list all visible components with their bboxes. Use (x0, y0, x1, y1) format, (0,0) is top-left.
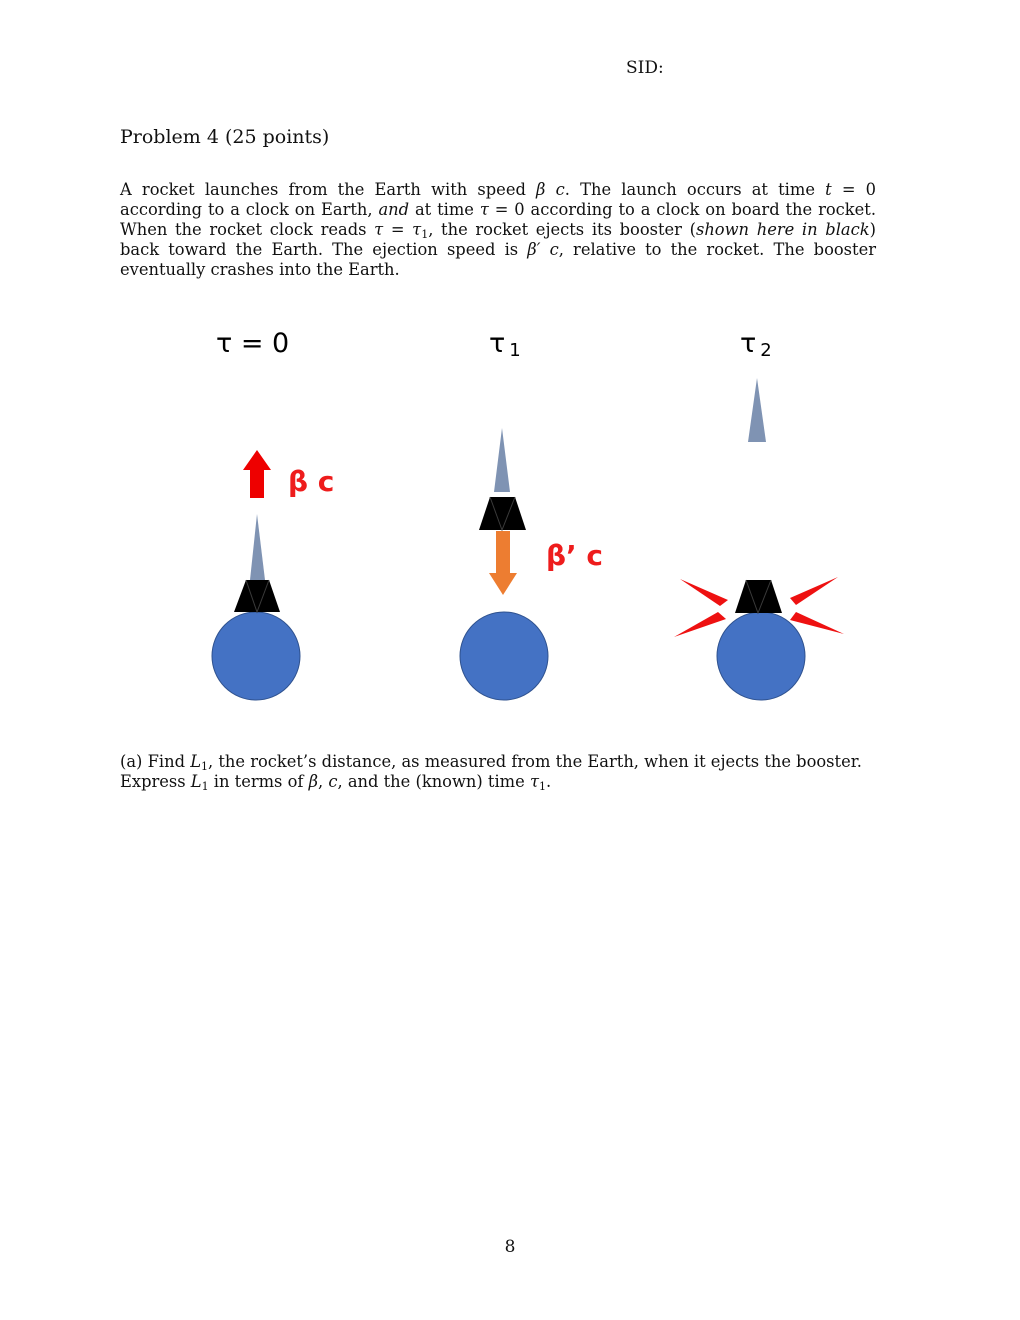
velocity-label-booster: β’ c (546, 539, 604, 572)
explosion-ray-upper-right (790, 577, 838, 605)
panel-3-label: τ 2 (740, 328, 772, 361)
part-a-question: (a) Find $L_1$, the rocket’s distance, as measured from the Earth, when it ejects the booster. Express $L_1$ in terms of β, c, and the (known) time $\tau_1$. (120, 752, 862, 793)
sid-label: SID: (626, 58, 664, 78)
earth-3 (717, 612, 805, 700)
explosion-ray-upper-left (680, 579, 728, 606)
booster-2 (479, 497, 526, 530)
rocket-body-3 (748, 378, 766, 442)
velocity-arrow-2 (489, 531, 517, 595)
explosion-ray-lower-right (790, 612, 844, 634)
booster-3 (735, 580, 782, 613)
panel-2-label: τ 1 (489, 328, 521, 361)
problem-title: Problem 4 (25 points) (120, 126, 330, 148)
explosion-ray-lower-left (674, 612, 726, 637)
rocket-body-2 (494, 428, 510, 492)
earth-1 (212, 612, 300, 700)
booster-1 (234, 580, 280, 612)
velocity-arrow-1 (243, 450, 271, 498)
earth-2 (460, 612, 548, 700)
velocity-label-rocket: β c (288, 465, 335, 498)
panel-1-label: τ = 0 (216, 328, 290, 359)
page-number: 8 (504, 1237, 516, 1257)
problem-intro: A rocket launches from the Earth with speed β c. The launch occurs at time t = 0 according to a clock on Earth, and at time τ = 0 according to a clock on board the rocket. When the rocket clock reads $\tau = \tau_1$, the rocket ejects its booster (shown here in black) back toward the Earth. The ejection speed is β′ c, relative to the rocket. The booster eventually crashes into the Earth. (120, 180, 876, 279)
rocket-body-1 (250, 514, 265, 580)
